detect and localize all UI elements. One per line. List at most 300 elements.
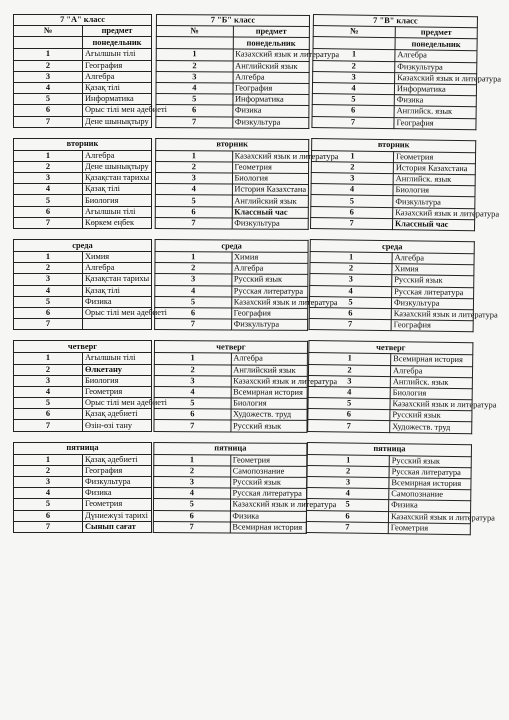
lesson-number: 3 [311, 173, 393, 185]
lesson-subject: Биология [83, 195, 152, 206]
lesson-subject: Орыс тілі мен әдебиеті [83, 307, 152, 318]
day-name: понедельник [83, 37, 152, 49]
lesson-number: 1 [14, 150, 83, 161]
lesson-subject: Казахский язык и литература [231, 376, 308, 388]
lesson-number: 1 [156, 49, 233, 61]
lesson-row [155, 217, 308, 229]
lesson-subject: Информатика [83, 94, 152, 105]
lesson-number: 4 [154, 488, 231, 500]
lesson-row [155, 184, 308, 196]
lesson-row [153, 521, 306, 533]
lesson-row [155, 285, 308, 297]
lesson-row [14, 477, 152, 488]
lesson-number: 1 [309, 353, 391, 365]
lesson-subject: Физика [230, 511, 307, 523]
lesson-subject: Геометрия [83, 386, 152, 397]
lesson-row [14, 296, 152, 307]
lesson-row [14, 375, 152, 386]
lesson-subject: Қазақ тілі [83, 82, 152, 93]
lesson-number: 7 [156, 116, 233, 128]
lesson-row [155, 206, 308, 218]
class-column-7b [153, 14, 340, 534]
day-name: среда [310, 239, 474, 253]
lesson-subject: Орыс тілі мен әдебиеті [83, 105, 152, 116]
lesson-subject: Английский язык [232, 195, 309, 207]
lesson-subject: Физика [232, 105, 309, 117]
lesson-subject: Всемирная история [389, 478, 471, 490]
lesson-number: 1 [311, 150, 393, 162]
lesson-number: 3 [14, 71, 83, 82]
lesson-number: 5 [156, 94, 233, 106]
lesson-subject: Орыс тілі мен әдебиеті [83, 398, 152, 409]
lesson-subject: Самопознание [230, 466, 307, 478]
spacer [156, 127, 309, 139]
lesson-row [154, 488, 307, 500]
lesson-number: 2 [156, 161, 233, 173]
lesson-subject: Английский язык [233, 61, 310, 73]
lesson-row [14, 94, 152, 105]
lesson-subject: Казахский язык и литература [390, 399, 472, 411]
class-name: 7 "А" класс [14, 15, 152, 26]
lesson-row [154, 353, 307, 365]
lesson-number: 7 [311, 217, 393, 229]
lesson-row [14, 465, 152, 476]
class-name: 7 "Б" класс [156, 15, 309, 27]
lesson-subject: География [83, 60, 152, 71]
lesson-row [156, 49, 309, 61]
lesson-row [154, 398, 307, 410]
lesson-subject: История Казахстана [232, 184, 309, 196]
lesson-subject: Всемирная история [231, 387, 308, 399]
lesson-subject: Алгебра [390, 365, 472, 377]
day-header-row [156, 37, 309, 50]
lesson-subject: Ағылшын тілі [83, 353, 152, 364]
lesson-number: 7 [306, 521, 388, 533]
lesson-number: 2 [14, 364, 83, 375]
lesson-row [156, 150, 309, 162]
lesson-row [14, 161, 152, 172]
lesson-number: 6 [14, 409, 83, 420]
lesson-number: 4 [155, 285, 232, 297]
lesson-subject: Алгебра [83, 263, 152, 274]
lesson-row [155, 307, 308, 319]
day-header-row [14, 240, 152, 252]
lesson-number: 4 [14, 184, 83, 195]
lesson-number: 4 [308, 386, 390, 398]
lesson-number: 1 [310, 251, 392, 263]
lesson-subject: Геометрия [83, 499, 152, 510]
lesson-number: 7 [14, 116, 83, 127]
lesson-number: 6 [308, 409, 390, 421]
spacer-row [14, 127, 152, 138]
lesson-row [306, 521, 470, 534]
lesson-number: 3 [156, 71, 233, 83]
lesson-number: 1 [14, 454, 83, 465]
lesson-number: 7 [154, 420, 231, 432]
lesson-number: 3 [154, 375, 231, 387]
day-header-row [14, 341, 152, 353]
lesson-number: 7 [14, 420, 83, 431]
spacer-row [14, 229, 152, 240]
lesson-number: 4 [155, 184, 232, 196]
num-header: № [14, 26, 83, 37]
lesson-subject: Физкультура [231, 319, 308, 331]
lesson-subject: Информатика [394, 84, 476, 96]
lesson-number: 2 [14, 465, 83, 476]
lesson-row [155, 263, 308, 275]
lesson-subject: Дүниежүзі тарихі [83, 510, 152, 521]
lesson-number: 5 [309, 296, 391, 308]
lesson-number: 3 [14, 274, 83, 285]
lesson-row [14, 319, 152, 330]
lesson-number: 2 [313, 60, 395, 72]
lesson-number: 5 [14, 195, 83, 206]
lesson-subject: Физика [394, 95, 476, 107]
lesson-number: 7 [155, 217, 232, 229]
lesson-number: 3 [14, 477, 83, 488]
lesson-row [14, 353, 152, 364]
lesson-number: 3 [14, 173, 83, 184]
lesson-subject: География [83, 465, 152, 476]
lesson-subject: Алгебра [233, 72, 310, 84]
lesson-subject: Қазақстан тарихы [83, 274, 152, 285]
lesson-number: 2 [14, 263, 83, 274]
lesson-row [14, 195, 152, 206]
lesson-number: 1 [14, 49, 83, 60]
lesson-subject: Физкультура [232, 218, 309, 230]
class-column-7a [13, 14, 167, 533]
lesson-subject: Казахский язык и литература [230, 499, 307, 511]
lesson-subject: Қазақ тілі [83, 184, 152, 195]
num-header: № [156, 26, 233, 38]
lesson-number: 3 [154, 476, 231, 488]
lesson-subject: Химия [231, 252, 308, 264]
lesson-subject: Биология [231, 398, 308, 410]
class-name: 7 "В" класс [313, 15, 477, 28]
lesson-row [153, 510, 306, 522]
lesson-row [156, 60, 309, 72]
lesson-subject: Алгебра [231, 353, 308, 365]
lesson-number: 5 [155, 296, 232, 308]
lesson-number: 2 [154, 364, 231, 376]
lesson-row [14, 454, 152, 465]
lesson-row [155, 195, 308, 207]
lesson-subject: Русская литература [389, 466, 471, 478]
num-cell [156, 37, 233, 49]
lesson-number: 4 [14, 285, 83, 296]
lesson-number: 6 [309, 307, 391, 319]
schedule-table [306, 14, 502, 535]
lesson-number: 3 [310, 274, 392, 286]
lesson-subject: Алгебра [231, 263, 308, 275]
lesson-number: 5 [14, 296, 83, 307]
day-header-row [155, 239, 308, 252]
lesson-subject: Русская литература [230, 488, 307, 500]
lesson-subject: Ағылшын тілі [83, 49, 152, 60]
lesson-row [14, 49, 152, 60]
spacer-row [14, 330, 152, 341]
lesson-number: 2 [156, 60, 233, 72]
lesson-row [154, 420, 307, 432]
spacer [14, 330, 152, 341]
lesson-subject: Қазақ әдебиеті [83, 454, 152, 465]
lesson-subject: Химия [392, 264, 474, 276]
lesson-subject: Геометрия [393, 151, 475, 163]
lesson-number: 7 [153, 521, 230, 533]
schedule-table [13, 14, 167, 533]
day-name: четверг [154, 341, 307, 354]
lesson-number: 2 [155, 263, 232, 275]
lesson-number: 1 [14, 353, 83, 364]
lesson-subject: Физкультура [393, 196, 475, 208]
lesson-subject: Сынып сағат [83, 521, 152, 532]
lesson-number: 6 [14, 105, 83, 116]
lesson-subject: Русский язык [390, 410, 472, 422]
lesson-row [14, 364, 152, 375]
subject-header: предмет [83, 26, 152, 37]
day-name: вторник [14, 138, 152, 150]
lesson-row [155, 296, 308, 308]
lesson-number: 6 [14, 206, 83, 217]
lesson-row [14, 252, 152, 263]
lesson-subject: Казахский язык и литература [232, 151, 309, 163]
lesson-subject: Физкультура [391, 297, 473, 309]
lesson-row [14, 263, 152, 274]
lesson-number: 1 [156, 150, 233, 162]
day-header-row [14, 138, 152, 150]
lesson-row [14, 488, 152, 499]
subject-header: предмет [395, 27, 477, 39]
lesson-subject: Русский язык [231, 274, 308, 286]
day-name: вторник [156, 138, 309, 151]
day-name: пятница [307, 442, 471, 456]
lesson-row [156, 82, 309, 94]
lesson-subject: Биология [390, 387, 472, 399]
lesson-row [156, 116, 309, 128]
day-header-row [156, 138, 309, 151]
lesson-subject: Биология [393, 185, 475, 197]
lesson-subject: Русский язык [392, 275, 474, 287]
lesson-subject: Английский язык [231, 364, 308, 376]
lesson-subject: Физкультура [232, 116, 309, 128]
lesson-number: 7 [14, 319, 83, 330]
lesson-row [14, 173, 152, 184]
lesson-row [14, 510, 152, 521]
lesson-number: 7 [309, 319, 391, 331]
lesson-number: 4 [156, 82, 233, 94]
lesson-number: 3 [14, 375, 83, 386]
lesson-row [153, 499, 306, 511]
num-cell [313, 37, 395, 50]
lesson-row [154, 375, 307, 387]
lesson-number: 3 [313, 71, 395, 83]
lesson-subject: Алгебра [83, 150, 152, 161]
lesson-number: 5 [154, 398, 231, 410]
lesson-subject: Классный час [232, 207, 309, 219]
lesson-subject: Русский язык [230, 477, 307, 489]
lesson-subject: Өлкетану [83, 364, 152, 375]
lesson-number: 2 [154, 465, 231, 477]
lesson-row [155, 251, 308, 263]
lesson-subject: Биология [232, 173, 309, 185]
lesson-subject: Геометрия [388, 522, 470, 534]
lesson-subject: Алгебра [392, 253, 474, 265]
lesson-row [156, 161, 309, 173]
lesson-row [155, 173, 308, 185]
day-name: пятница [154, 442, 307, 455]
lesson-row [156, 105, 309, 117]
lesson-subject: Өзін-өзі тану [83, 420, 152, 431]
lesson-subject: География [391, 320, 473, 332]
spacer [154, 431, 307, 443]
lesson-number: 4 [310, 285, 392, 297]
day-header-row [14, 37, 152, 49]
lesson-number: 4 [312, 82, 394, 94]
lesson-number: 6 [156, 105, 233, 117]
lesson-subject: Қазақ тілі [83, 285, 152, 296]
lesson-number: 6 [154, 409, 231, 421]
lesson-number: 6 [306, 510, 388, 522]
day-name: вторник [312, 138, 476, 152]
lesson-subject: География [394, 117, 476, 129]
lesson-subject: Көркем еңбек [83, 217, 152, 228]
lesson-subject: Химия [83, 252, 152, 263]
lesson-row [155, 274, 308, 286]
lesson-subject: Казахский язык и литература [231, 297, 308, 309]
spacer [14, 229, 152, 240]
lesson-subject: Биология [83, 375, 152, 386]
class-header-row [156, 15, 309, 27]
lesson-subject: Алгебра [395, 50, 477, 62]
spacer [14, 431, 152, 442]
lesson-row [14, 307, 152, 318]
lesson-number: 6 [153, 510, 230, 522]
lesson-number: 2 [14, 161, 83, 172]
lesson-number: 7 [155, 319, 232, 331]
lesson-row [14, 521, 152, 532]
lesson-subject: Самопознание [389, 489, 471, 501]
lesson-row [154, 386, 307, 398]
lesson-row [14, 398, 152, 409]
lesson-row [14, 420, 152, 431]
lesson-row [14, 217, 152, 228]
lesson-row [14, 105, 152, 116]
lesson-subject: География [233, 83, 310, 95]
lesson-subject: Русская литература [392, 286, 474, 298]
lesson-subject: История Казахстана [393, 163, 475, 175]
class-header-row [14, 15, 152, 26]
lesson-subject: Художеств. труд [390, 421, 472, 433]
lesson-subject: Физика [83, 488, 152, 499]
lesson-row [156, 94, 309, 106]
lesson-number: 2 [310, 263, 392, 275]
lesson-number: 6 [155, 307, 232, 319]
lesson-subject: Казахский язык и литература [388, 511, 470, 523]
day-name: пятница [14, 442, 152, 454]
day-name: понедельник [395, 38, 477, 51]
column-header-row [14, 26, 152, 37]
lesson-number: 4 [14, 82, 83, 93]
lesson-subject: Всемирная история [230, 522, 307, 534]
day-name: четверг [14, 341, 152, 353]
day-header-row [154, 341, 307, 354]
lesson-subject: Русский язык [230, 420, 307, 432]
lesson-row [14, 82, 152, 93]
lesson-number: 4 [14, 488, 83, 499]
lesson-number: 2 [307, 465, 389, 477]
lesson-number: 5 [311, 195, 393, 207]
lesson-number: 5 [14, 398, 83, 409]
lesson-subject: Физика [83, 296, 152, 307]
lesson-number: 5 [14, 499, 83, 510]
lesson-row [14, 116, 152, 127]
lesson-number: 1 [154, 353, 231, 365]
lesson-number: 5 [312, 94, 394, 106]
column-header-row [156, 26, 309, 38]
lesson-subject: Физика [389, 500, 471, 512]
lesson-number: 1 [155, 251, 232, 263]
lesson-subject: Английск. язык [390, 376, 472, 388]
lesson-subject: Дене шынықтыру [83, 161, 152, 172]
lesson-subject: Казахский язык и литература [233, 49, 310, 61]
spacer-row [154, 431, 307, 443]
lesson-number: 6 [311, 206, 393, 218]
spacer-row [156, 127, 309, 139]
lesson-row [14, 150, 152, 161]
lesson-subject: Ағылшын тілі [83, 206, 152, 217]
lesson-row [154, 364, 307, 376]
lesson-subject [83, 319, 152, 330]
lesson-subject: Информатика [232, 94, 309, 106]
lesson-subject: Казахский язык и литература [395, 72, 477, 84]
num-header: № [313, 26, 395, 38]
lesson-row [155, 319, 308, 331]
lesson-subject: Художеств. труд [231, 409, 308, 421]
lesson-row [14, 71, 152, 82]
subject-header: предмет [233, 26, 310, 38]
lesson-subject: Английск. язык [394, 106, 476, 118]
lesson-number: 4 [154, 386, 231, 398]
lesson-row [14, 184, 152, 195]
lesson-number: 6 [14, 307, 83, 318]
lesson-subject: Қазақ әдебиеті [83, 409, 152, 420]
class-column-7v [306, 14, 502, 535]
lesson-number: 7 [14, 217, 83, 228]
lesson-row [14, 206, 152, 217]
lesson-row [14, 386, 152, 397]
lesson-subject: Физкультура [83, 477, 152, 488]
lesson-row [156, 71, 309, 83]
lesson-subject: Геометрия [230, 455, 307, 467]
lesson-number: 1 [307, 454, 389, 466]
lesson-subject: Казахский язык и литература [391, 309, 473, 321]
lesson-subject: Казахский язык и литература [393, 207, 475, 219]
lesson-subject: Классный час [392, 218, 474, 230]
lesson-number: 2 [308, 364, 390, 376]
day-name: среда [14, 240, 152, 252]
lesson-row [14, 499, 152, 510]
lesson-number: 5 [153, 499, 230, 511]
lesson-number: 2 [14, 60, 83, 71]
lesson-number: 7 [14, 521, 83, 532]
lesson-number: 6 [14, 510, 83, 521]
lesson-number: 3 [308, 375, 390, 387]
lesson-subject: Қазақстан тарихы [83, 173, 152, 184]
lesson-row [14, 409, 152, 420]
lesson-number: 3 [307, 476, 389, 488]
day-header-row [154, 442, 307, 455]
lesson-number: 7 [312, 116, 394, 128]
